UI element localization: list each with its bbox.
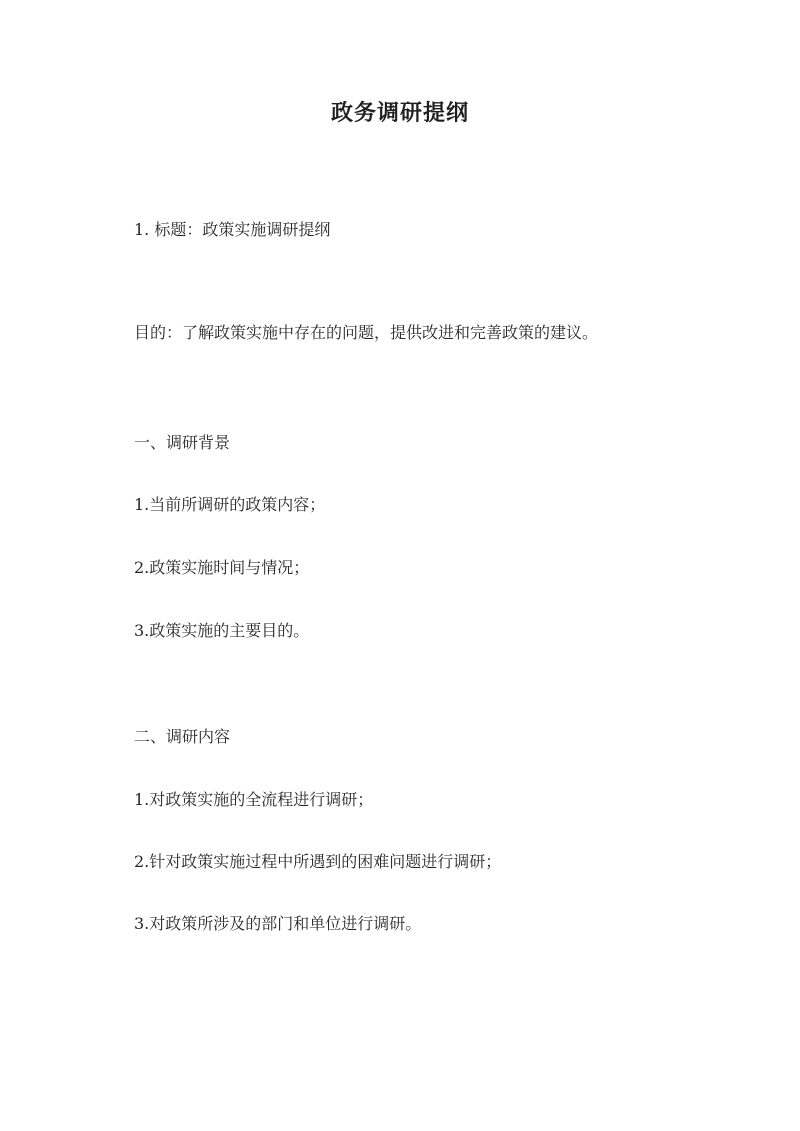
purpose-line: 目的：了解政策实施中存在的问题，提供改进和完善政策的建议。 xyxy=(134,323,599,342)
content-item-3: 3.对政策所涉及的部门和单位进行调研。 xyxy=(134,914,422,933)
section-background-heading: 一、调研背景 xyxy=(134,433,231,452)
document-title: 政务调研提纲 xyxy=(330,100,469,126)
title-line: 1. 标题：政策实施调研提纲 xyxy=(134,220,331,239)
content-item-2: 2.针对政策实施过程中所遇到的困难问题进行调研； xyxy=(134,852,502,871)
section-content-heading: 二、调研内容 xyxy=(134,727,231,746)
background-item-2: 2.政策实施时间与情况； xyxy=(134,558,310,577)
background-item-3: 3.政策实施的主要目的。 xyxy=(134,621,310,640)
background-item-1: 1.当前所调研的政策内容； xyxy=(134,495,326,514)
content-item-1: 1.对政策实施的全流程进行调研； xyxy=(134,790,374,809)
